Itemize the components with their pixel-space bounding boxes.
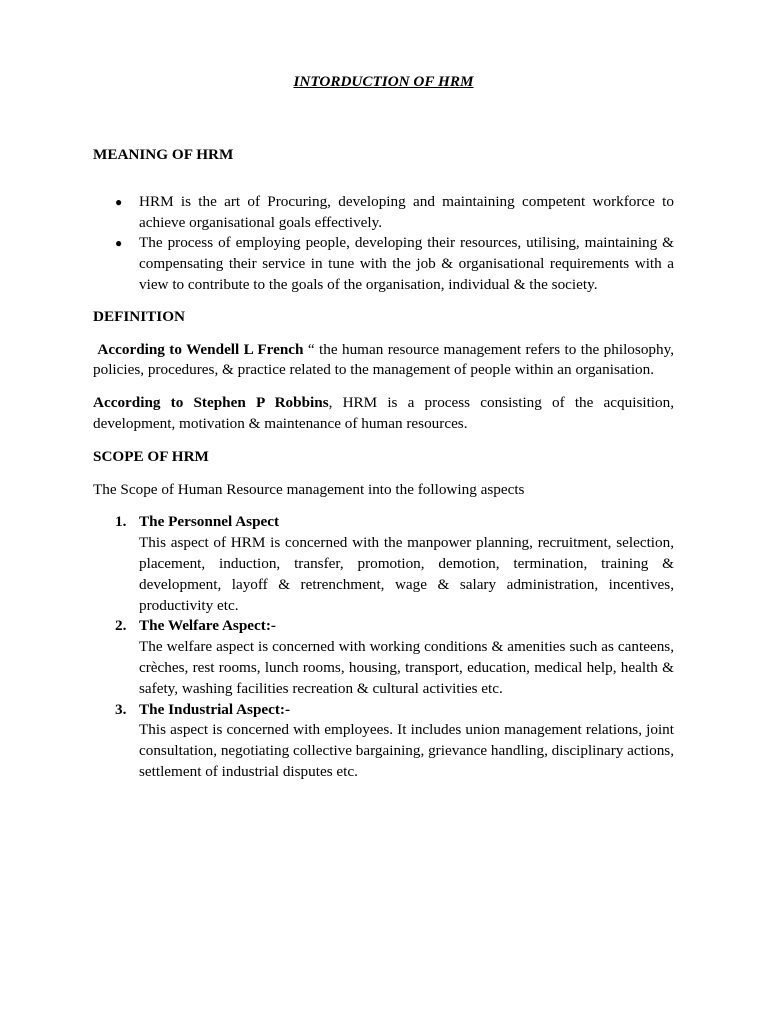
list-item: [93, 616, 674, 699]
list-number: 2.: [115, 617, 127, 635]
section-heading-scope: SCOPE OF HRM: [93, 447, 209, 465]
definition-author: According to Wendell L French: [97, 340, 304, 358]
section-heading-meaning: MEANING OF HRM: [93, 146, 234, 163]
bullet-icon: ●: [115, 236, 123, 251]
list-number: 1.: [115, 513, 127, 531]
list-number: 3.: [115, 700, 127, 718]
document-title: INTORDUCTION OF HRM: [293, 73, 474, 90]
list-item: [93, 512, 674, 616]
section-heading-definition: DEFINITION: [93, 307, 185, 325]
aspect-title: The Personnel Aspect: [139, 513, 280, 531]
meaning-bullet-list: [93, 192, 674, 296]
definition-robbins: [93, 393, 674, 435]
aspect-description: This aspect of HRM is concerned with the manpower planning, recruitment, selection, placement, induction, transfer, promotion, demotion, termination, training & development, layoff & retrenchment, wage & salary administration, incentives, productivity etc.: [139, 534, 674, 614]
definition-author: According to Stephen P Robbins: [93, 394, 329, 412]
scope-numbered-list: [93, 512, 674, 782]
scope-intro-text: The Scope of Human Resource management into the following aspects: [93, 480, 525, 498]
list-item: [93, 192, 674, 234]
aspect-title: The Industrial Aspect:-: [139, 700, 291, 718]
bullet-icon: ●: [115, 194, 123, 209]
bullet-text: The process of employing people, developing their resources, utilising, maintaining & compensating their service in tune with the job & organisational requirements with a view to contribute to the goals of the organisation, individual & the society.: [139, 234, 674, 293]
bullet-text: HRM is the art of Procuring, developing and maintaining competent workforce to achieve organisational goals effectively.: [139, 192, 674, 231]
definition-french: [93, 340, 674, 382]
aspect-description: This aspect is concerned with employees. It includes union management relations, joint consultation, negotiating collective bargaining, grievance handling, disciplinary actions, settlement of industrial disputes etc.: [139, 721, 674, 780]
definition-text: , HRM is a process consisting of the acquisition, development, motivation & maintenance of human resources.: [93, 394, 674, 432]
aspect-title: The Welfare Aspect:-: [139, 617, 276, 635]
document-page: [93, 72, 674, 783]
list-item: [93, 233, 674, 295]
definition-text: “ the human resource management refers to the philosophy, policies, procedures, & practice related to the management of people within an organisation.: [93, 340, 675, 379]
aspect-description: The welfare aspect is concerned with working conditions & amenities such as canteens, crèches, rest rooms, lunch rooms, housing, transport, education, medical help, health & safety, washing facilities recreation & cultural activities etc.: [139, 638, 674, 697]
list-item: [93, 700, 674, 783]
